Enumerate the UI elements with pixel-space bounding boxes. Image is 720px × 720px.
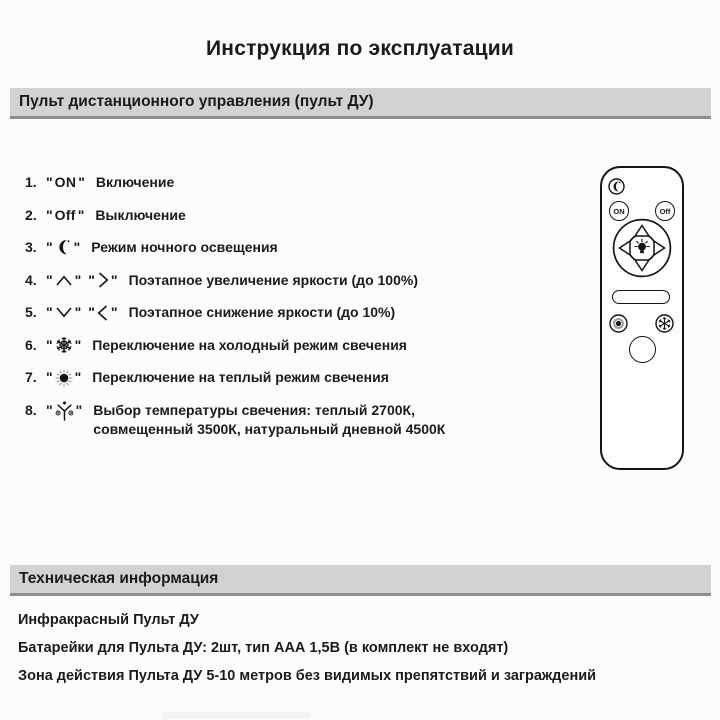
quote-mark: " (46, 174, 53, 190)
chevron-down-icon (55, 306, 73, 319)
item-description-line: Поэтапное снижение яркости (до 10%) (128, 304, 396, 320)
item-description-line: Выбор температуры свечения: теплый 2700К, (93, 401, 415, 418)
quote-mark: " (74, 369, 82, 385)
quoted-token (44, 336, 83, 355)
item-tokens (44, 401, 87, 420)
tech-info-list (18, 611, 708, 686)
quote-mark: " (110, 304, 118, 320)
item-number: 1. (25, 174, 37, 190)
on-button-label: ON (613, 206, 625, 216)
snowflake-icon (655, 314, 674, 333)
item-tokens (44, 303, 123, 322)
dpad-brightness-icon (612, 218, 672, 278)
item-description-line: Переключение на холодный режим свечения (92, 336, 407, 353)
quoted-token (44, 238, 82, 257)
item-number: 6. (25, 336, 37, 353)
item-description-line: Выключение (95, 206, 186, 223)
watermark-strip (163, 712, 311, 719)
item-tokens (44, 271, 123, 290)
quote-mark: " (88, 304, 95, 320)
item-tokens (44, 368, 86, 387)
quote-mark: " (73, 239, 81, 255)
quote-mark: " (75, 401, 83, 418)
button-label-token: ON (54, 174, 77, 190)
item-description (91, 238, 277, 257)
item-number: 4. (25, 271, 37, 288)
remote-control-illustration (600, 166, 684, 470)
quoted-token (44, 271, 83, 290)
tech-info-line: Зона действия Пульта ДУ 5-10 метров без видимых препятствий и заграждений (18, 668, 597, 684)
quote-mark: " (110, 271, 118, 288)
section-heading-remote (10, 88, 711, 119)
warm-mode-icon (609, 314, 628, 333)
quoted-token (86, 303, 119, 322)
extra-round-button (629, 336, 656, 363)
section-heading-tech-label: Техническая информация (19, 570, 219, 587)
item-description (95, 206, 185, 225)
instruction-item (25, 271, 590, 290)
quote-mark: " (46, 304, 53, 320)
instruction-item (25, 238, 590, 257)
item-description (129, 303, 396, 322)
page-title: Инструкция по эксплуатации (206, 37, 514, 60)
item-number: 8. (25, 401, 37, 418)
item-description (93, 401, 445, 439)
chevron-up-icon (55, 274, 73, 287)
quote-mark: " (88, 271, 95, 288)
item-description-line: Включение (95, 174, 175, 190)
item-number: 5. (25, 304, 37, 320)
instruction-item (25, 368, 590, 387)
quoted-token (44, 368, 83, 387)
chevron-right-icon (97, 271, 109, 289)
instruction-item (25, 336, 590, 355)
quoted-token (44, 400, 84, 421)
branch-sparkle-icon (55, 400, 74, 421)
chevron-left-icon (97, 304, 109, 322)
item-description (92, 368, 389, 387)
item-number: 3. (25, 239, 37, 255)
quote-mark: " (46, 206, 53, 223)
item-description (92, 336, 407, 355)
quote-mark: " (46, 401, 53, 418)
quote-mark: " (46, 369, 53, 385)
tech-info-line: Батарейки для Пульта ДУ: 2шт, тип ААА 1,5В (в комплект не входят) (18, 640, 509, 656)
instruction-item (25, 206, 590, 225)
item-tokens (44, 173, 90, 192)
quoted-token (44, 206, 86, 225)
quoted-token (44, 173, 87, 192)
quote-mark: " (46, 239, 53, 255)
quote-mark: " (77, 206, 85, 223)
quote-mark: " (78, 174, 85, 190)
quoted-token (86, 271, 119, 290)
item-tokens (44, 238, 85, 257)
tech-info-line: Инфракрасный Пульт ДУ (18, 612, 199, 628)
item-description (129, 271, 418, 290)
item-description-line: Поэтапное увеличение яркости (до 100%) (128, 271, 418, 288)
quote-mark: " (46, 336, 53, 353)
item-description (96, 173, 174, 192)
item-description-line: Переключение на теплый режим свечения (92, 369, 389, 385)
section-heading-remote-label: Пульт дистанционного управления (пульт ДУ) (19, 93, 374, 110)
off-button-label: Off (659, 206, 671, 216)
item-number: 2. (25, 206, 37, 223)
item-description-line: Режим ночного освещения (91, 239, 278, 255)
pill-button (612, 290, 670, 304)
quote-mark: " (46, 271, 53, 288)
instruction-item (25, 401, 590, 439)
quote-mark: " (74, 336, 82, 353)
instruction-item (25, 303, 590, 322)
button-label-token: Off (54, 206, 76, 223)
moon-icon (608, 178, 625, 195)
quote-mark: " (74, 271, 82, 288)
item-tokens (44, 206, 89, 225)
moon-icon (55, 238, 72, 257)
quote-mark: " (74, 304, 82, 320)
snowflake-icon (55, 336, 73, 354)
instruction-item (25, 173, 590, 192)
quoted-token (44, 303, 83, 322)
item-tokens (44, 336, 86, 355)
item-number: 7. (25, 369, 37, 385)
item-description-line: совмещенный 3500К, натуральный дневной 4500К (93, 420, 446, 437)
instruction-list (25, 173, 590, 439)
sun-icon (55, 369, 73, 387)
section-heading-tech (10, 565, 711, 596)
